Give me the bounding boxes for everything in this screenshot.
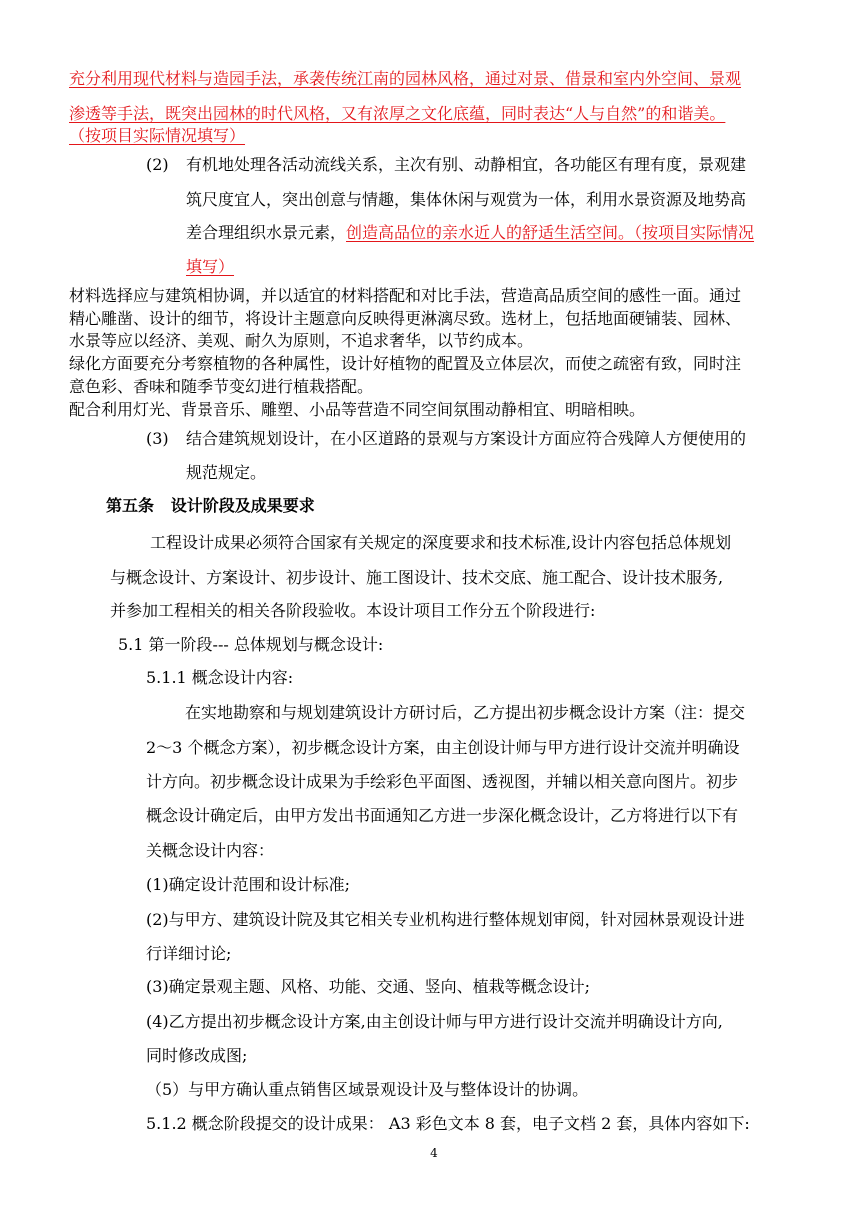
section-5-1-2-title: 5.1.2 概念阶段提交的设计成果： A3 彩色文本 8 套，电子文档 2 套，具体内容如下:	[146, 1114, 750, 1133]
item-3-line-1: 结合建筑规划设计，在小区道路的景观与方案设计方面应符合残障人方便使用的	[186, 429, 747, 448]
lighting-line: 配合利用灯光、背景音乐、雕塑、小品等营造不同空间氛围动静相宜、明暗相映。	[69, 400, 646, 419]
list-item-4-line-1: (4)乙方提出初步概念设计方案,由主创设计师与甲方进行设计交流并明确设计方向,	[146, 1012, 723, 1031]
item-2-red-note: 创造高品位的亲水近人的舒适生活空间。（按项目实际情况	[346, 223, 755, 242]
red-note-line-1: 充分利用现代材料与造园手法，承袭传统江南的园林风格，通过对景、借景和室内外空间、景观	[69, 69, 742, 88]
article-5-heading: 第五条 设计阶段及成果要求	[106, 496, 315, 515]
concept-line-1: 在实地勘察和与规划建筑设计方研讨后，乙方提出初步概念设计方案（注：提交	[185, 703, 746, 722]
concept-line-2: 2～3 个概念方案），初步概念设计方案，由主创设计师与甲方进行设计交流并明确设	[146, 738, 740, 757]
list-item-2-line-1: (2)与甲方、建筑设计院及其它相关专业机构进行整体规划审阅，针对园林景观设计进	[146, 910, 745, 929]
material-line-2: 精心雕凿、设计的细节，将设计主题意向反映得更淋漓尽致。选材上，包括地面硬铺装、园林、	[69, 309, 742, 328]
red-note-line-2: 渗透等手法，既突出园林的时代风格，又有浓厚之文化底蕴，同时表达“人与自然”的和谐美。	[69, 104, 726, 123]
concept-line-3: 计方向。初步概念设计成果为手绘彩色平面图、透视图，并辅以相关意向图片。初步	[146, 772, 739, 791]
greening-line-1: 绿化方面要充分考察植物的各种属性，设计好植物的配置及立体层次，而使之疏密有致，同时注	[69, 354, 742, 373]
concept-line-5: 关概念设计内容：	[146, 841, 275, 860]
item-2-number: (2)	[146, 155, 169, 174]
list-item-1: (1)确定设计范围和设计标准;	[146, 875, 351, 894]
list-item-5: （5）与甲方确认重点销售区域景观设计及与整体设计的协调。	[146, 1080, 589, 1099]
section-5-1-title: 5.1 第一阶段--- 总体规划与概念设计:	[118, 635, 384, 654]
material-line-3: 水景等应以经济、美观、耐久为原则，不追求奢华，以节约成本。	[69, 331, 534, 350]
item-2-line-2: 筑尺度宜人，突出创意与情趣，集体休闲与观赏为一体，利用水景资源及地势高	[186, 190, 747, 209]
list-item-2-line-2: 行详细讨论;	[146, 944, 232, 963]
article-5-para-line-2: 与概念设计、方案设计、初步设计、施工图设计、技术交底、施工配合、设计技术服务,	[110, 568, 724, 587]
item-3-line-2: 规范规定。	[186, 463, 267, 482]
concept-line-4: 概念设计确定后，由甲方发出书面通知乙方进一步深化概念设计，乙方将进行以下有	[146, 806, 739, 825]
red-note-line-3: （按项目实际情况填写）	[69, 126, 246, 145]
list-item-3: (3)确定景观主题、风格、功能、交通、竖向、植栽等概念设计;	[146, 977, 591, 996]
item-2-line-3-text: 差合理组织水景元素，	[186, 223, 347, 242]
item-3-number: (3)	[146, 429, 169, 448]
greening-line-2: 意色彩、香味和随季节变幻进行植栽搭配。	[69, 377, 374, 396]
material-line-1: 材料选择应与建筑相协调，并以适宜的材料搭配和对比手法，营造高品质空间的感性一面。通过	[69, 286, 742, 305]
page-number: 4	[430, 1146, 438, 1160]
article-5-para-line-1: 工程设计成果必须符合国家有关规定的深度要求和技术标准,设计内容包括总体规划	[150, 533, 732, 552]
item-2-line-3	[186, 223, 754, 243]
article-5-para-line-3: 并参加工程相关的相关各阶段验收。本设计项目工作分五个阶段进行:	[110, 601, 596, 620]
list-item-4-line-2: 同时修改成图;	[146, 1046, 248, 1065]
item-2-red-note-end: 填写）	[186, 257, 235, 276]
section-5-1-1-title: 5.1.1 概念设计内容:	[146, 668, 294, 687]
item-2-line-1: 有机地处理各活动流线关系，主次有别、动静相宜，各功能区有理有度，景观建	[186, 155, 747, 174]
